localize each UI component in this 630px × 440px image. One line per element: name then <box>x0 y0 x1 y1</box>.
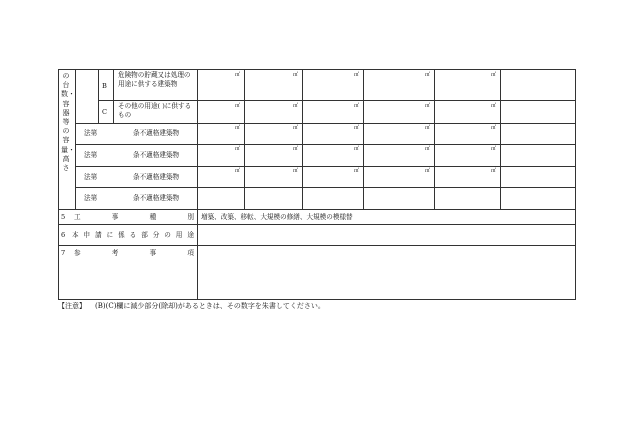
label-char: 分 <box>152 231 160 239</box>
grid-line <box>500 69 501 209</box>
unit-label: ㎡ <box>425 125 431 131</box>
unit-label: ㎡ <box>425 72 431 78</box>
unit-label: ㎡ <box>491 125 497 131</box>
grid-line <box>75 187 575 188</box>
grid-line <box>197 69 198 300</box>
unit-label: ㎡ <box>235 146 241 152</box>
unit-label: ㎡ <box>235 72 241 78</box>
label-char: 請 <box>95 231 102 239</box>
unit-label: ㎡ <box>354 168 360 174</box>
unit-label: ㎡ <box>491 103 497 109</box>
label-char: 種 <box>149 213 157 221</box>
grid-line <box>75 166 575 167</box>
row-c-letter: C <box>102 108 108 116</box>
row7-number: 7 <box>61 249 66 257</box>
law-row-prefix: 法第 <box>84 129 98 137</box>
law-row-suffix: 条不適格建築物 <box>133 194 180 202</box>
grid-line <box>244 69 245 209</box>
row5-value: 増築、改築、移転、大規模の修繕、大規模の模様替 <box>201 213 353 221</box>
unit-label: ㎡ <box>425 168 431 174</box>
grid-line <box>98 69 99 123</box>
grid-line <box>98 100 575 101</box>
label-char: 事 <box>149 249 157 257</box>
unit-label: ㎡ <box>491 146 497 152</box>
unit-label: ㎡ <box>491 168 497 174</box>
unit-label: ㎡ <box>293 103 299 109</box>
unit-label: ㎡ <box>293 146 299 152</box>
grid-line <box>58 224 576 225</box>
row5-label <box>74 213 194 221</box>
label-char: 係 <box>118 231 125 239</box>
side-label: の台数・容器等の容量・高さ <box>61 72 75 173</box>
unit-label: ㎡ <box>235 168 241 174</box>
grid-line <box>58 245 576 246</box>
label-char: 参 <box>74 249 81 257</box>
grid-line <box>363 69 364 209</box>
grid-line <box>58 209 576 210</box>
unit-label: ㎡ <box>425 146 431 152</box>
row-b-letter: B <box>102 82 107 90</box>
unit-label: ㎡ <box>293 72 299 78</box>
note-text: (B)(C)欄に減少部分(除却)があるときは、その数字を朱書してください。 <box>95 302 325 310</box>
law-row-suffix: 条不適格建築物 <box>133 151 180 159</box>
label-char: 本 <box>72 231 79 239</box>
law-row-suffix: 条不適格建築物 <box>133 129 180 137</box>
unit-label: ㎡ <box>425 103 431 109</box>
label-char: 用 <box>175 231 183 239</box>
law-row-suffix: 条不適格建築物 <box>133 173 180 181</box>
row-b-description: 危険物の貯蔵又は処理の用途に供する建築物 <box>118 71 191 88</box>
row6-number: 6 <box>61 231 66 239</box>
law-row-prefix: 法第 <box>84 151 98 159</box>
label-char: 別 <box>187 213 194 221</box>
row-c-description: その他の用途( )に供するもの <box>118 102 192 119</box>
label-char: 工 <box>74 213 81 221</box>
grid-line <box>75 123 575 124</box>
grid-line <box>434 69 435 209</box>
row7-label <box>74 249 194 257</box>
unit-label: ㎡ <box>354 103 360 109</box>
grid-line <box>302 69 303 209</box>
unit-label: ㎡ <box>354 72 360 78</box>
label-char: 部 <box>141 231 148 239</box>
unit-label: ㎡ <box>491 72 497 78</box>
label-char: 途 <box>187 231 194 239</box>
row6-label <box>72 231 194 239</box>
unit-label: ㎡ <box>354 146 360 152</box>
label-char: 事 <box>111 213 119 221</box>
label-char: る <box>129 231 137 239</box>
label-char: 考 <box>111 249 119 257</box>
grid-line <box>75 144 575 145</box>
unit-label: ㎡ <box>293 125 299 131</box>
law-row-prefix: 法第 <box>84 173 98 181</box>
row5-number: 5 <box>61 213 66 221</box>
unit-label: ㎡ <box>235 103 241 109</box>
unit-label: ㎡ <box>293 168 299 174</box>
unit-label: ㎡ <box>354 125 360 131</box>
grid-line <box>113 69 114 123</box>
law-row-prefix: 法第 <box>84 194 98 202</box>
note-label: 【注意】 <box>58 302 86 310</box>
label-char: に <box>106 231 114 239</box>
label-char: 項 <box>187 249 194 257</box>
grid-line <box>75 69 76 209</box>
label-char: 申 <box>83 231 91 239</box>
unit-label: ㎡ <box>235 125 241 131</box>
label-char: の <box>164 231 171 239</box>
